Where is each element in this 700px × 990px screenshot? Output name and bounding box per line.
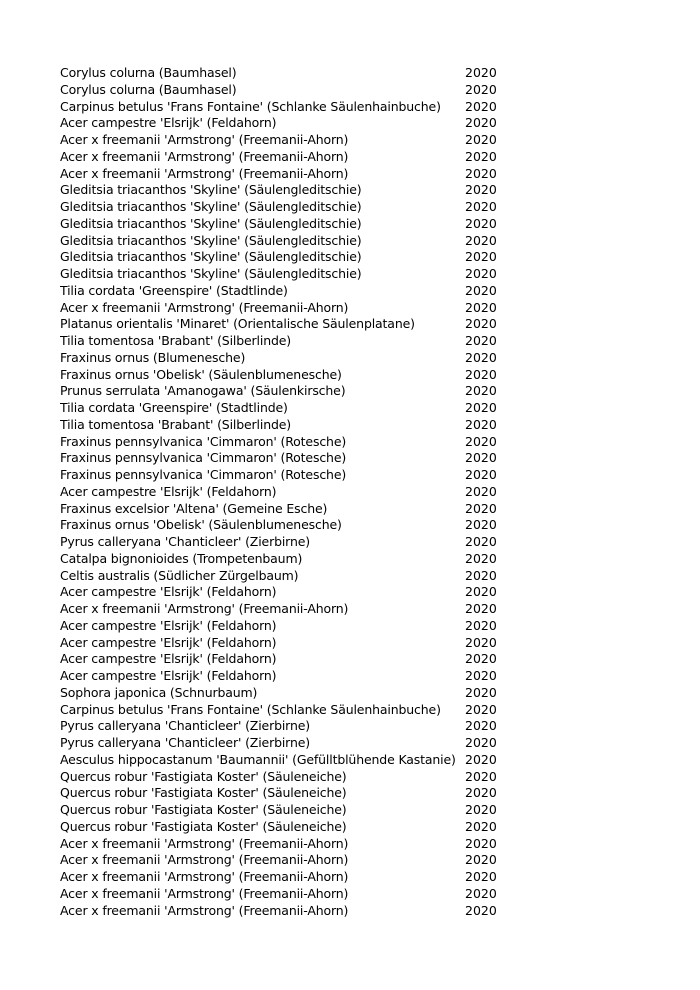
- year-cell: 2020: [465, 98, 497, 114]
- year-cell: 2020: [465, 584, 497, 600]
- year-cell: 2020: [465, 165, 497, 181]
- year-cell: 2020: [465, 282, 497, 298]
- table-row: [60, 132, 500, 149]
- year-cell: 2020: [465, 651, 497, 667]
- year-cell: 2020: [465, 333, 497, 348]
- year-cell: 2020: [465, 634, 497, 650]
- table-row: [60, 517, 500, 534]
- year-cell: 2020: [465, 718, 497, 734]
- table-row: [60, 584, 500, 601]
- year-cell: 2020: [465, 785, 497, 801]
- table-row: [60, 166, 500, 183]
- species-cell: Fraxinus pennsylvanica 'Cimmaron' (Rotesche): [60, 467, 347, 482]
- table-row: [60, 534, 500, 551]
- species-cell: Tilia cordata 'Greenspire' (Stadtlinde): [60, 282, 288, 298]
- year-cell: 2020: [465, 500, 497, 516]
- species-cell: Gleditsia triacanthos 'Skyline' (Säulengleditschie): [60, 199, 362, 214]
- tree-table-body: [60, 65, 500, 919]
- year-cell: 2020: [465, 684, 497, 700]
- year-cell: 2020: [465, 316, 497, 332]
- species-cell: Corylus colurna (Baumhasel): [60, 81, 237, 97]
- species-cell: Pyrus calleryana 'Chanticleer' (Zierbirne): [60, 718, 310, 734]
- year-cell: 2020: [465, 433, 497, 449]
- year-cell: 2020: [465, 115, 497, 131]
- species-cell: Gleditsia triacanthos 'Skyline' (Säulengleditschie): [60, 249, 362, 265]
- table-row: [60, 350, 500, 367]
- table-row: [60, 467, 500, 484]
- year-cell: 2020: [465, 835, 497, 851]
- table-row: [60, 819, 500, 836]
- species-cell: Acer campestre 'Elsrijk' (Feldahorn): [60, 617, 277, 633]
- table-row: [60, 216, 500, 233]
- table-row: [60, 735, 500, 752]
- year-cell: 2020: [465, 249, 497, 265]
- species-cell: Acer x freemanii 'Armstrong' (Freemanii-Ahorn): [60, 852, 349, 868]
- year-cell: 2020: [465, 148, 497, 164]
- year-cell: 2020: [465, 617, 497, 633]
- year-cell: 2020: [465, 366, 497, 382]
- species-cell: Corylus colurna (Baumhasel): [60, 65, 237, 80]
- species-cell: Acer campestre 'Elsrijk' (Feldahorn): [60, 584, 277, 600]
- table-row: [60, 852, 500, 869]
- species-cell: Gleditsia triacanthos 'Skyline' (Säulengleditschie): [60, 215, 362, 231]
- year-cell: 2020: [465, 467, 497, 482]
- species-cell: Fraxinus pennsylvanica 'Cimmaron' (Rotesche): [60, 433, 347, 449]
- species-cell: Gleditsia triacanthos 'Skyline' (Säulengleditschie): [60, 232, 362, 248]
- year-cell: 2020: [465, 182, 497, 198]
- species-cell: Acer campestre 'Elsrijk' (Feldahorn): [60, 115, 277, 131]
- year-cell: 2020: [465, 199, 497, 214]
- table-row: [60, 434, 500, 451]
- species-cell: Acer campestre 'Elsrijk' (Feldahorn): [60, 651, 277, 667]
- year-cell: 2020: [465, 567, 497, 583]
- year-cell: 2020: [465, 266, 497, 281]
- year-cell: 2020: [465, 668, 497, 683]
- year-cell: 2020: [465, 132, 497, 147]
- year-cell: 2020: [465, 215, 497, 231]
- table-row: [60, 635, 500, 652]
- species-cell: Aesculus hippocastanum 'Baumannii' (Gefülltblühende Kastanie): [60, 751, 456, 767]
- year-cell: 2020: [465, 299, 497, 315]
- table-row: [60, 718, 500, 735]
- year-cell: 2020: [465, 517, 497, 533]
- species-cell: Celtis australis (Südlicher Zürgelbaum): [60, 567, 299, 583]
- table-row: [60, 651, 500, 668]
- year-cell: 2020: [465, 885, 497, 901]
- table-row: [60, 65, 500, 82]
- table-row: [60, 886, 500, 903]
- table-row: [60, 752, 500, 769]
- species-cell: Gleditsia triacanthos 'Skyline' (Säulengleditschie): [60, 182, 362, 198]
- table-row: [60, 82, 500, 99]
- species-cell: Tilia tomentosa 'Brabant' (Silberlinde): [60, 416, 292, 432]
- species-cell: Quercus robur 'Fastigiata Koster' (Säuleneiche): [60, 768, 347, 784]
- species-cell: Tilia cordata 'Greenspire' (Stadtlinde): [60, 400, 288, 415]
- table-row: [60, 149, 500, 166]
- year-cell: 2020: [465, 802, 497, 817]
- year-cell: 2020: [465, 232, 497, 248]
- year-cell: 2020: [465, 902, 497, 918]
- table-row: [60, 802, 500, 819]
- year-cell: 2020: [465, 818, 497, 834]
- table-row: [60, 249, 500, 266]
- year-cell: 2020: [465, 81, 497, 97]
- year-cell: 2020: [465, 550, 497, 566]
- table-row: [60, 99, 500, 116]
- species-cell: Pyrus calleryana 'Chanticleer' (Zierbirne): [60, 534, 310, 549]
- year-cell: 2020: [465, 869, 497, 884]
- species-cell: Acer x freemanii 'Armstrong' (Freemanii-Ahorn): [60, 869, 349, 884]
- year-cell: 2020: [465, 65, 497, 80]
- table-row: [60, 316, 500, 333]
- table-row: [60, 702, 500, 719]
- year-cell: 2020: [465, 852, 497, 868]
- year-cell: 2020: [465, 416, 497, 432]
- species-cell: Acer campestre 'Elsrijk' (Feldahorn): [60, 483, 277, 499]
- year-cell: 2020: [465, 701, 497, 717]
- table-row: [60, 551, 500, 568]
- table-row: [60, 568, 500, 585]
- species-cell: Acer campestre 'Elsrijk' (Feldahorn): [60, 634, 277, 650]
- species-cell: Carpinus betulus 'Frans Fontaine' (Schlanke Säulenhainbuche): [60, 701, 441, 717]
- species-cell: Acer x freemanii 'Armstrong' (Freemanii-Ahorn): [60, 835, 349, 851]
- table-row: [60, 501, 500, 518]
- table-row: [60, 685, 500, 702]
- species-cell: Acer x freemanii 'Armstrong' (Freemanii-Ahorn): [60, 601, 349, 616]
- year-cell: 2020: [465, 534, 497, 549]
- year-cell: 2020: [465, 383, 497, 399]
- table-row: [60, 283, 500, 300]
- table-row: [60, 383, 500, 400]
- table-row: [60, 618, 500, 635]
- species-cell: Pyrus calleryana 'Chanticleer' (Zierbirne): [60, 735, 310, 750]
- species-cell: Acer x freemanii 'Armstrong' (Freemanii-Ahorn): [60, 132, 349, 147]
- species-cell: Prunus serrulata 'Amanogawa' (Säulenkirsche): [60, 383, 346, 399]
- year-cell: 2020: [465, 751, 497, 767]
- species-cell: Acer x freemanii 'Armstrong' (Freemanii-Ahorn): [60, 148, 349, 164]
- table-row: [60, 367, 500, 384]
- species-cell: Gleditsia triacanthos 'Skyline' (Säulengleditschie): [60, 266, 362, 281]
- year-cell: 2020: [465, 450, 497, 466]
- table-row: [60, 668, 500, 685]
- table-row: [60, 903, 500, 920]
- year-cell: 2020: [465, 601, 497, 616]
- table-row: [60, 601, 500, 618]
- year-cell: 2020: [465, 349, 497, 365]
- table-row: [60, 300, 500, 317]
- species-cell: Acer campestre 'Elsrijk' (Feldahorn): [60, 668, 277, 683]
- year-cell: 2020: [465, 768, 497, 784]
- species-cell: Fraxinus pennsylvanica 'Cimmaron' (Rotesche): [60, 450, 347, 466]
- table-row: [60, 785, 500, 802]
- species-cell: Fraxinus ornus (Blumenesche): [60, 349, 246, 365]
- table-row: [60, 199, 500, 216]
- table-row: [60, 869, 500, 886]
- table-row: [60, 266, 500, 283]
- table-row: [60, 182, 500, 199]
- table-row: [60, 484, 500, 501]
- table-row: [60, 233, 500, 250]
- year-cell: 2020: [465, 735, 497, 750]
- table-row: [60, 417, 500, 434]
- table-row: [60, 769, 500, 786]
- species-cell: Quercus robur 'Fastigiata Koster' (Säuleneiche): [60, 785, 347, 801]
- table-row: [60, 115, 500, 132]
- species-cell: Acer x freemanii 'Armstrong' (Freemanii-Ahorn): [60, 885, 349, 901]
- species-cell: Platanus orientalis 'Minaret' (Orientalische Säulenplatane): [60, 316, 415, 332]
- species-cell: Quercus robur 'Fastigiata Koster' (Säuleneiche): [60, 802, 347, 817]
- table-row: [60, 400, 500, 417]
- year-cell: 2020: [465, 483, 497, 499]
- species-cell: Sophora japonica (Schnurbaum): [60, 684, 258, 700]
- table-row: [60, 450, 500, 467]
- table-row: [60, 333, 500, 350]
- species-cell: Quercus robur 'Fastigiata Koster' (Säuleneiche): [60, 818, 347, 834]
- species-cell: Carpinus betulus 'Frans Fontaine' (Schlanke Säulenhainbuche): [60, 98, 441, 114]
- species-cell: Acer x freemanii 'Armstrong' (Freemanii-Ahorn): [60, 299, 349, 315]
- species-cell: Fraxinus excelsior 'Altena' (Gemeine Esche): [60, 500, 328, 516]
- table-row: [60, 836, 500, 853]
- year-cell: 2020: [465, 400, 497, 415]
- species-cell: Fraxinus ornus 'Obelisk' (Säulenblumenesche): [60, 517, 342, 533]
- species-cell: Acer x freemanii 'Armstrong' (Freemanii-Ahorn): [60, 165, 349, 181]
- species-cell: Catalpa bignonioides (Trompetenbaum): [60, 550, 303, 566]
- species-cell: Acer x freemanii 'Armstrong' (Freemanii-Ahorn): [60, 902, 349, 918]
- species-cell: Fraxinus ornus 'Obelisk' (Säulenblumenesche): [60, 366, 342, 382]
- tree-planting-table: [60, 65, 500, 919]
- species-cell: Tilia tomentosa 'Brabant' (Silberlinde): [60, 333, 292, 348]
